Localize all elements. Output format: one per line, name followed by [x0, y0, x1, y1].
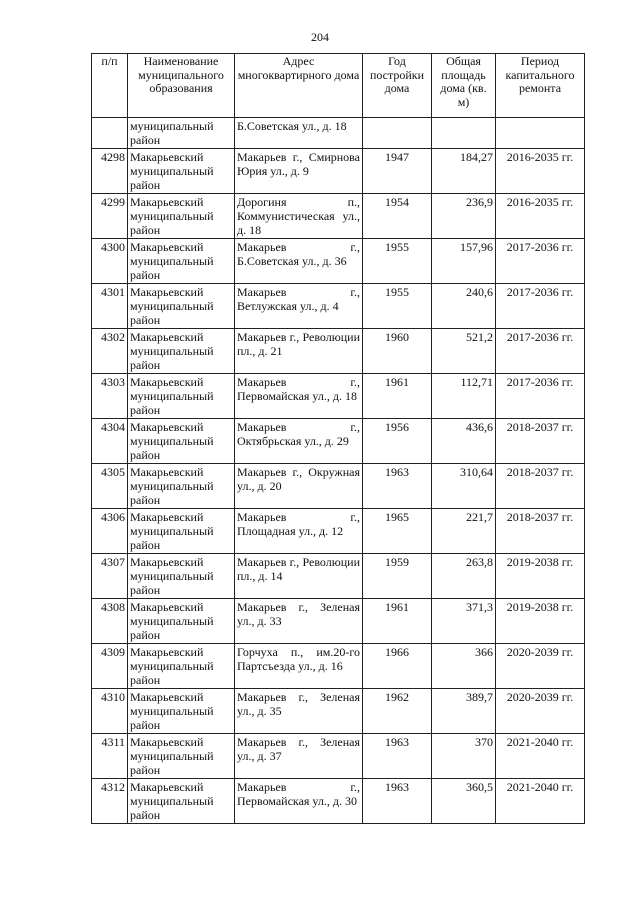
cell-num: 4300: [92, 239, 128, 284]
header-municipality: Наименование муниципального образования: [128, 54, 235, 118]
table-row: [92, 284, 585, 329]
cell-municipality: муниципальный район: [128, 118, 235, 149]
cell-period: 2016-2035 гг.: [496, 194, 585, 239]
cell-municipality: Макарьевский муниципальный район: [128, 284, 235, 329]
cell-period: [496, 118, 585, 149]
cell-area: 263,8: [432, 554, 496, 599]
cell-year: 1956: [363, 419, 432, 464]
table-row: [92, 644, 585, 689]
cell-year: 1959: [363, 554, 432, 599]
cell-period: 2018-2037 гг.: [496, 509, 585, 554]
cell-period: 2017-2036 гг.: [496, 239, 585, 284]
cell-address: Б.Советская ул., д. 18: [235, 118, 363, 149]
cell-year: 1960: [363, 329, 432, 374]
cell-period: 2021-2040 гг.: [496, 779, 585, 824]
cell-num: [92, 118, 128, 149]
cell-municipality: Макарьевский муниципальный район: [128, 689, 235, 734]
table-header: [92, 54, 585, 118]
table-row: [92, 194, 585, 239]
cell-year: 1954: [363, 194, 432, 239]
cell-num: 4302: [92, 329, 128, 374]
cell-area: 371,3: [432, 599, 496, 644]
cell-year: 1963: [363, 464, 432, 509]
cell-area: 112,71: [432, 374, 496, 419]
cell-num: 4306: [92, 509, 128, 554]
cell-area: 157,96: [432, 239, 496, 284]
cell-address: Макарьев г., Зеленая ул., д. 35: [235, 689, 363, 734]
cell-period: 2020-2039 гг.: [496, 689, 585, 734]
table-row: [92, 239, 585, 284]
cell-address: Макарьев г., Зеленая ул., д. 33: [235, 599, 363, 644]
continuation-row: [92, 118, 585, 149]
cell-municipality: Макарьевский муниципальный район: [128, 194, 235, 239]
cell-municipality: Макарьевский муниципальный район: [128, 239, 235, 284]
cell-num: 4310: [92, 689, 128, 734]
cell-num: 4304: [92, 419, 128, 464]
cell-year: 1955: [363, 284, 432, 329]
cell-municipality: Макарьевский муниципальный район: [128, 509, 235, 554]
cell-period: 2019-2038 гг.: [496, 554, 585, 599]
cell-municipality: Макарьевский муниципальный район: [128, 464, 235, 509]
cell-year: 1962: [363, 689, 432, 734]
cell-municipality: Макарьевский муниципальный район: [128, 779, 235, 824]
cell-municipality: Макарьевский муниципальный район: [128, 734, 235, 779]
table-body: [92, 118, 585, 824]
cell-period: 2021-2040 гг.: [496, 734, 585, 779]
cell-area: 389,7: [432, 689, 496, 734]
cell-period: 2016-2035 гг.: [496, 149, 585, 194]
cell-num: 4311: [92, 734, 128, 779]
cell-area: 310,64: [432, 464, 496, 509]
cell-year: 1955: [363, 239, 432, 284]
cell-area: [432, 118, 496, 149]
table-row: [92, 554, 585, 599]
cell-address: Макарьев г., Б.Советская ул., д. 36: [235, 239, 363, 284]
header-period: Период капитального ремонта: [496, 54, 585, 118]
table-row: [92, 599, 585, 644]
cell-area: 184,27: [432, 149, 496, 194]
cell-year: 1961: [363, 599, 432, 644]
cell-address: Дорогиня п., Коммунистическая ул., д. 18: [235, 194, 363, 239]
cell-address: Макарьев г., Революции пл., д. 21: [235, 329, 363, 374]
cell-num: 4298: [92, 149, 128, 194]
cell-period: 2018-2037 гг.: [496, 464, 585, 509]
cell-address: Макарьев г., Революции пл., д. 14: [235, 554, 363, 599]
cell-year: 1966: [363, 644, 432, 689]
cell-municipality: Макарьевский муниципальный район: [128, 554, 235, 599]
cell-area: 521,2: [432, 329, 496, 374]
cell-period: 2018-2037 гг.: [496, 419, 585, 464]
cell-year: 1963: [363, 779, 432, 824]
cell-period: 2017-2036 гг.: [496, 284, 585, 329]
cell-year: [363, 118, 432, 149]
cell-municipality: Макарьевский муниципальный район: [128, 644, 235, 689]
table-row: [92, 689, 585, 734]
header-area: Общая площадь дома (кв. м): [432, 54, 496, 118]
housing-registry-table: [91, 53, 585, 824]
table-row: [92, 509, 585, 554]
table-row: [92, 779, 585, 824]
cell-area: 236,9: [432, 194, 496, 239]
cell-num: 4301: [92, 284, 128, 329]
cell-address: Макарьев г., Окружная ул., д. 20: [235, 464, 363, 509]
cell-num: 4303: [92, 374, 128, 419]
table-row: [92, 464, 585, 509]
cell-municipality: Макарьевский муниципальный район: [128, 329, 235, 374]
cell-year: 1961: [363, 374, 432, 419]
cell-area: 370: [432, 734, 496, 779]
cell-area: 221,7: [432, 509, 496, 554]
cell-period: 2017-2036 гг.: [496, 374, 585, 419]
cell-address: Макарьев г., Площадная ул., д. 12: [235, 509, 363, 554]
cell-year: 1947: [363, 149, 432, 194]
cell-municipality: Макарьевский муниципальный район: [128, 149, 235, 194]
cell-year: 1963: [363, 734, 432, 779]
cell-period: 2020-2039 гг.: [496, 644, 585, 689]
header-num: п/п: [92, 54, 128, 118]
cell-num: 4299: [92, 194, 128, 239]
cell-address: Макарьев г., Ветлужская ул., д. 4: [235, 284, 363, 329]
cell-num: 4309: [92, 644, 128, 689]
cell-address: Макарьев г., Первомайская ул., д. 30: [235, 779, 363, 824]
page-number: 204: [311, 30, 329, 44]
cell-period: 2017-2036 гг.: [496, 329, 585, 374]
table-row: [92, 374, 585, 419]
table-row: [92, 419, 585, 464]
cell-municipality: Макарьевский муниципальный район: [128, 374, 235, 419]
cell-address: Макарьев г., Зеленая ул., д. 37: [235, 734, 363, 779]
cell-area: 360,5: [432, 779, 496, 824]
cell-year: 1965: [363, 509, 432, 554]
cell-municipality: Макарьевский муниципальный район: [128, 599, 235, 644]
table-row: [92, 329, 585, 374]
cell-address: Горчуха п., им.20-го Партсъезда ул., д. 16: [235, 644, 363, 689]
cell-num: 4305: [92, 464, 128, 509]
cell-area: 240,6: [432, 284, 496, 329]
cell-address: Макарьев г., Смирнова Юрия ул., д. 9: [235, 149, 363, 194]
table-row: [92, 149, 585, 194]
header-year: Год постройки дома: [363, 54, 432, 118]
cell-address: Макарьев г., Октябрьская ул., д. 29: [235, 419, 363, 464]
cell-address: Макарьев г., Первомайская ул., д. 18: [235, 374, 363, 419]
cell-municipality: Макарьевский муниципальный район: [128, 419, 235, 464]
cell-num: 4312: [92, 779, 128, 824]
table-row: [92, 734, 585, 779]
cell-area: 366: [432, 644, 496, 689]
cell-area: 436,6: [432, 419, 496, 464]
cell-num: 4307: [92, 554, 128, 599]
cell-num: 4308: [92, 599, 128, 644]
header-address: Адрес многоквартирного дома: [235, 54, 363, 118]
cell-period: 2019-2038 гг.: [496, 599, 585, 644]
